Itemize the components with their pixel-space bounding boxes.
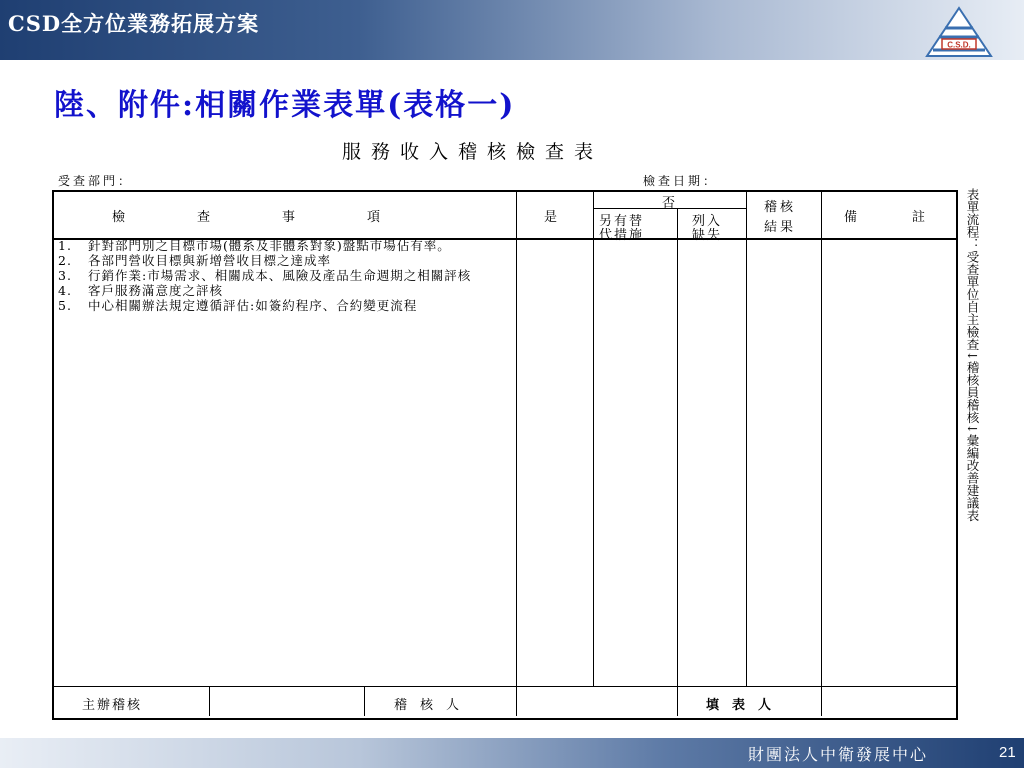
csd-logo xyxy=(925,6,993,58)
grid-line xyxy=(516,190,517,687)
col-header-remarks: 備 註 xyxy=(844,210,930,225)
grid-line xyxy=(677,208,678,687)
dept-label: 受查部門： xyxy=(58,174,134,188)
footer-org: 財團法人中衛發展中心 xyxy=(748,745,929,764)
grid-line xyxy=(746,190,747,687)
col-header-alt-1: 另有替 xyxy=(599,214,645,229)
page-number: 21 xyxy=(999,744,1016,761)
list-item: 3. 行銷作業:市場需求、相關成本、風險及產品生命週期之相關評核 xyxy=(58,268,472,283)
form-flow-note: 表單流程：受查單位自主檢查↓稽核員稽核↓彙編改善建議表 xyxy=(965,188,980,522)
grid-line xyxy=(209,686,210,716)
audit-form-table xyxy=(52,190,956,718)
col-header-items: 檢 查 事 項 xyxy=(112,210,385,225)
list-item: 2. 各部門營收目標與新增營收目標之達成率 xyxy=(58,253,332,268)
grid-line xyxy=(364,686,365,716)
filler-label: 填 表 人 xyxy=(706,698,772,713)
grid-line xyxy=(821,686,822,716)
col-header-no: 否 xyxy=(662,196,676,211)
col-header-audit-2: 結果 xyxy=(764,220,797,235)
check-items-list xyxy=(58,238,516,313)
form-title: 服務收入稽核檢查表 xyxy=(341,141,603,163)
list-item: 1. 針對部門別之目標市場(體系及非體系對象)盤點市場佔有率。 xyxy=(58,238,451,253)
grid-line xyxy=(677,686,678,716)
grid-line xyxy=(516,686,517,716)
col-header-missing-1: 列入 xyxy=(692,214,723,229)
date-label: 檢查日期： xyxy=(643,174,719,188)
col-header-yes: 是 xyxy=(544,210,558,225)
grid-line xyxy=(593,190,594,687)
auditor-label: 稽 核 人 xyxy=(394,698,460,713)
col-header-alt-2: 代措施 xyxy=(599,228,645,243)
header-title: CSD全方位業務拓展方案 xyxy=(8,11,260,36)
grid-line xyxy=(821,190,822,687)
slide-title: 陸、附件:相關作業表單(表格一) xyxy=(54,88,516,123)
logo-text: C.S.D. xyxy=(947,40,971,50)
col-header-audit-1: 稽核 xyxy=(764,200,797,215)
col-header-missing-2: 缺失 xyxy=(692,228,723,243)
list-item: 5. 中心相關辦法規定遵循評估:如簽約程序、合約變更流程 xyxy=(58,298,418,313)
list-item: 4. 客戶服務滿意度之評核 xyxy=(58,283,224,298)
supervisor-label: 主辦稽核 xyxy=(82,698,143,713)
